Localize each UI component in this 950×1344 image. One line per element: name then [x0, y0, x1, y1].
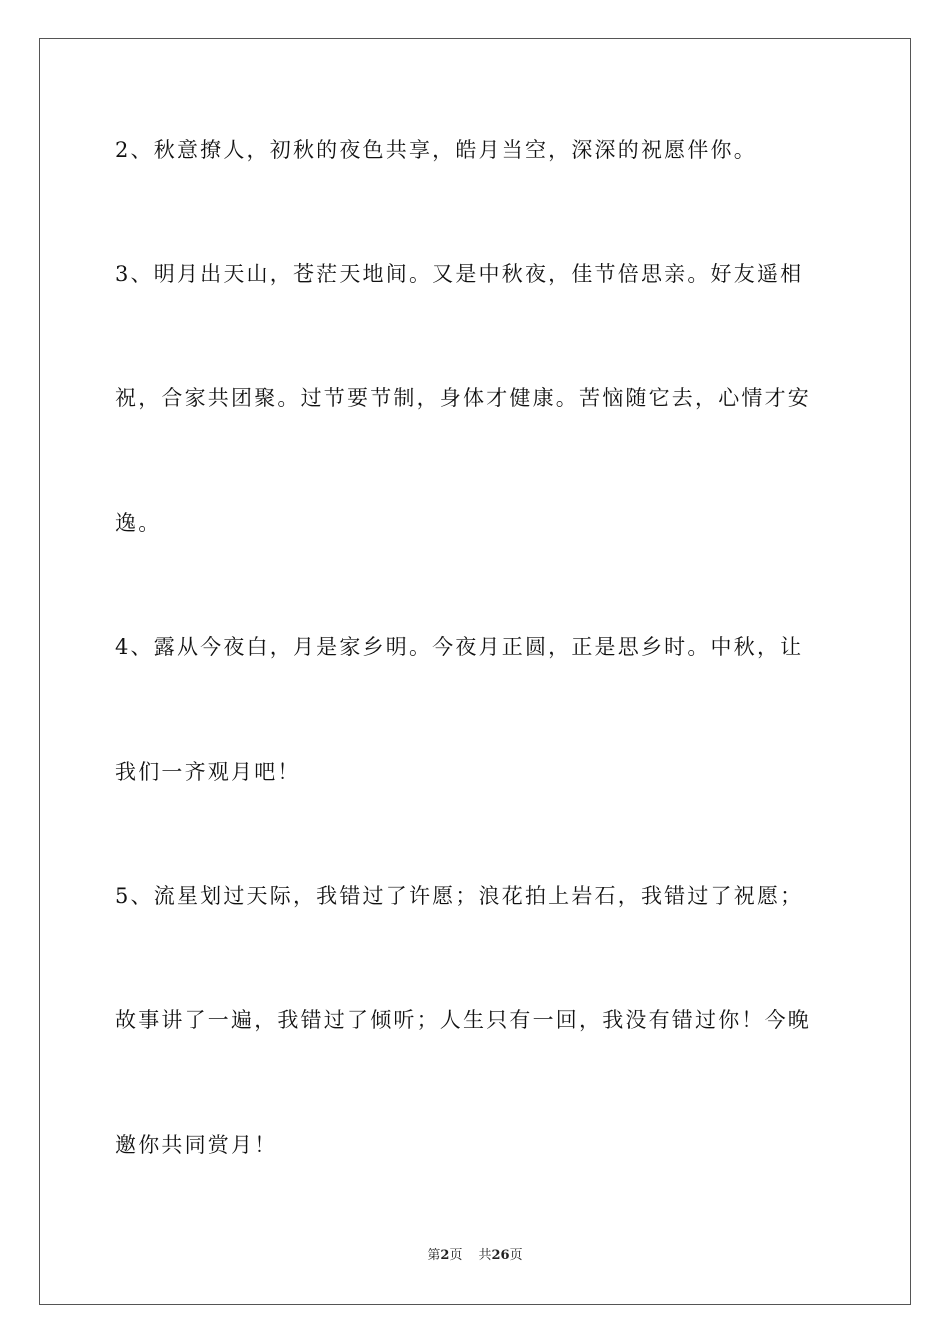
total-prefix: 共 [478, 1248, 492, 1263]
page-prefix: 第 [427, 1248, 441, 1263]
text-line-4: 逸。 [115, 511, 162, 535]
page-suffix: 页 [449, 1248, 463, 1263]
current-page-number: 2 [440, 1248, 450, 1263]
text-line-5: 4、露从今夜白，月是家乡明。今夜月正圆，正是思乡时。中秋，让 [115, 635, 804, 659]
text-line-9: 邀你共同赏月！ [115, 1133, 278, 1157]
text-line-1: 2、秋意撩人，初秋的夜色共享，皓月当空，深深的祝愿伴你。 [115, 138, 757, 162]
total-suffix: 页 [509, 1248, 523, 1263]
text-line-2: 3、明月出天山，苍茫天地间。又是中秋夜，佳节倍思亲。好友遥相 [115, 262, 804, 286]
total-pages-number: 26 [491, 1248, 510, 1263]
page-footer [0, 1246, 950, 1266]
text-line-6: 我们一齐观月吧！ [115, 760, 301, 784]
text-line-8: 故事讲了一遍，我错过了倾听；人生只有一回，我没有错过你！今晚 [115, 1008, 811, 1032]
page-border [39, 38, 911, 1305]
text-line-7: 5、流星划过天际，我错过了许愿；浪花拍上岩石，我错过了祝愿； [115, 884, 804, 908]
text-line-3: 祝，合家共团聚。过节要节制，身体才健康。苦恼随它去，心情才安 [115, 386, 811, 410]
